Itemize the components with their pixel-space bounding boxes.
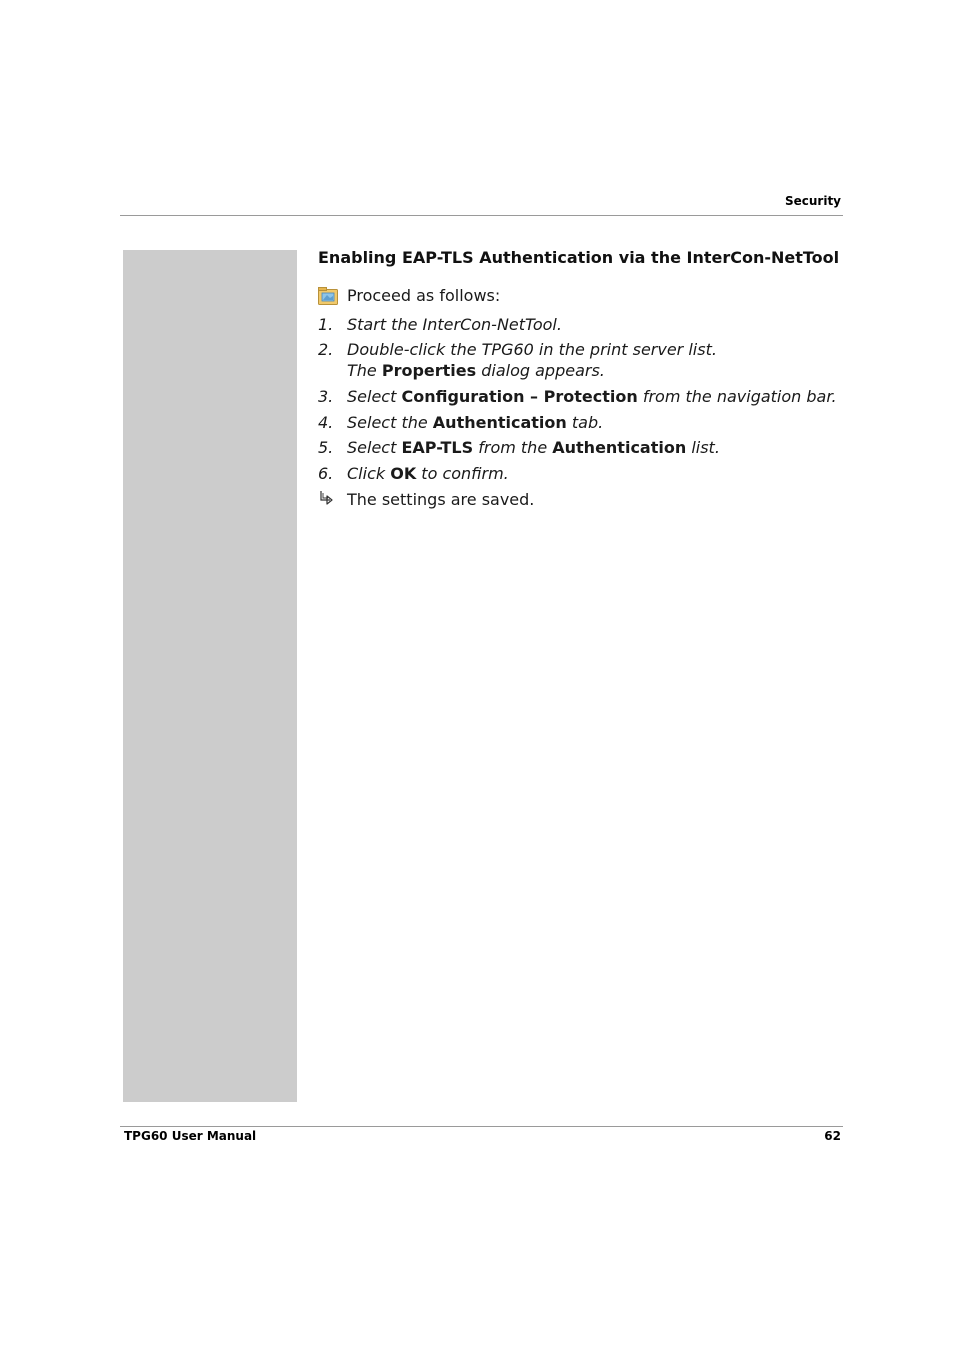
step-text <box>347 412 603 433</box>
step-subtext <box>347 360 605 381</box>
margin-column <box>123 250 297 1102</box>
ui-term-properties: Properties <box>381 361 477 380</box>
step-number: 2. <box>318 340 334 359</box>
intro-text: Proceed as follows: <box>347 286 501 305</box>
step-text-part: The <box>347 361 382 380</box>
ui-term-authentication: Authentication <box>552 438 687 457</box>
content-area <box>318 246 843 509</box>
step-text <box>347 339 717 360</box>
section-title: Enabling EAP-TLS Authentication via the InterCon-NetTool <box>318 248 840 267</box>
step-text <box>347 463 509 484</box>
ui-term-configuration-protection: Configuration – Protection <box>401 387 638 406</box>
step-text-part: Select <box>347 387 402 406</box>
footer-divider <box>120 1126 843 1127</box>
step-text-part: Double-click the TPG60 in the print server list. <box>347 340 717 359</box>
step-number: 5. <box>318 438 334 457</box>
footer-manual-title: TPG60 User Manual <box>124 1129 257 1143</box>
step-text-part: from the navigation bar. <box>637 387 837 406</box>
step-number: 6. <box>318 464 334 483</box>
result-text: The settings are saved. <box>347 490 535 509</box>
step-text-part: from the <box>473 438 553 457</box>
step-text <box>347 314 562 335</box>
header-divider <box>120 215 843 216</box>
ui-term-ok: OK <box>390 464 417 483</box>
step-text-part: Select the <box>347 413 433 432</box>
step-number: 3. <box>318 387 334 406</box>
step-text-part: to confirm. <box>416 464 509 483</box>
step-text <box>347 437 720 458</box>
step-text-part: Select <box>347 438 402 457</box>
running-header-section: Security <box>784 194 841 208</box>
step-number: 1. <box>318 315 334 334</box>
ui-term-eap-tls: EAP-TLS <box>401 438 474 457</box>
footer-page-number: 62 <box>824 1129 841 1143</box>
step-text-part: list. <box>686 438 720 457</box>
step-number: 4. <box>318 413 334 432</box>
step-text <box>347 386 837 407</box>
step-text-part: Start the InterCon-NetTool. <box>347 315 562 334</box>
ui-term-authentication: Authentication <box>432 413 567 432</box>
step-text-part: Click <box>347 464 391 483</box>
step-text-part: tab. <box>566 413 604 432</box>
step-text-part: dialog appears. <box>476 361 605 380</box>
